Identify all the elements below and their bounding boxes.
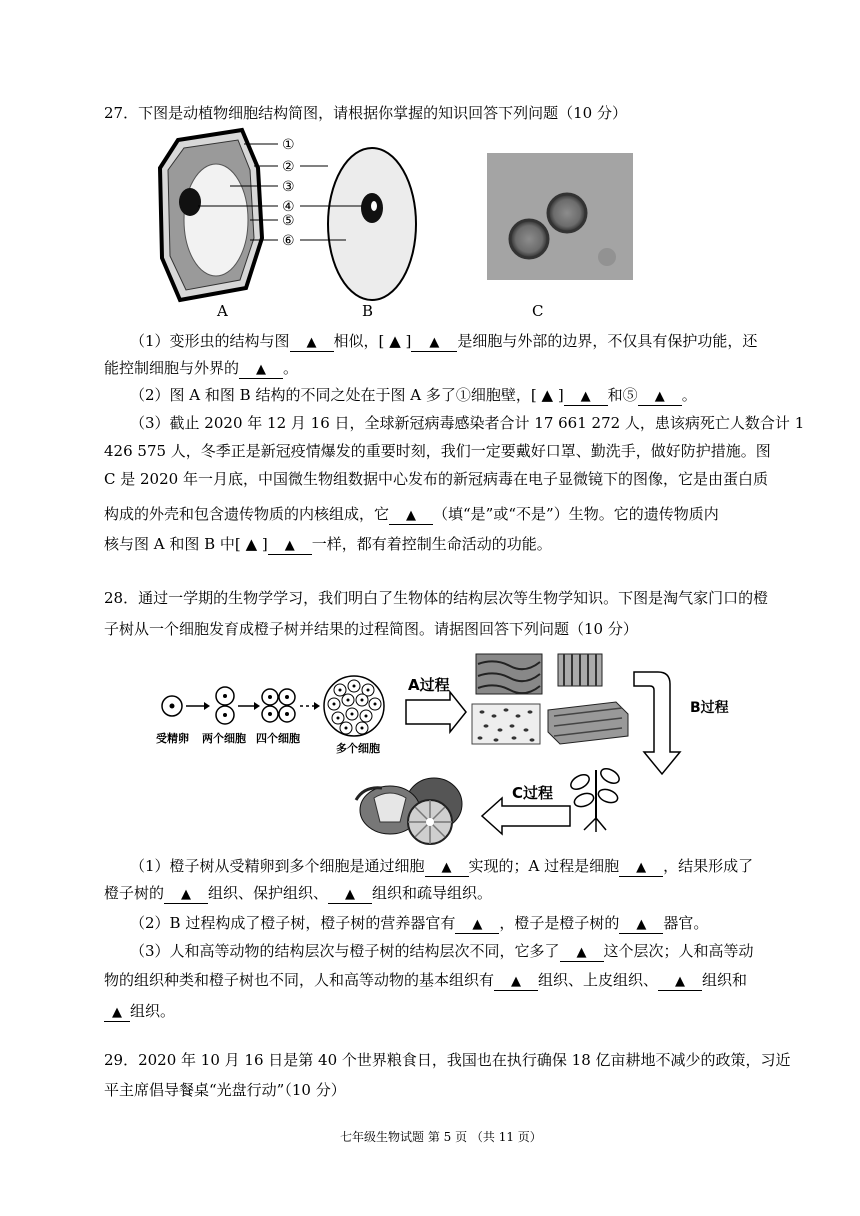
q28-p3-line1: （3）人和高等动物的结构层次与橙子树的结构层次不同，它多了 ▲ 这个层次；人和高等动: [130, 942, 754, 960]
label-process-a: A过程: [408, 676, 450, 694]
q28-p1-line2: 橙子树的 ▲ 组织、保护组织、 ▲ 组织和疏导组织。: [104, 884, 493, 902]
q29-line2: 平主席倡导餐桌“光盘行动”（10 分）: [104, 1081, 346, 1099]
label-3: ③: [282, 179, 295, 195]
label-fertilized-egg: 受精卵: [156, 732, 189, 745]
q28-stem-line1: 28．通过一学期的生物学学习，我们明白了生物体的结构层次等生物学知识。下图是淘气家门口的橙: [104, 589, 769, 607]
q28-p3-line2: 物的组织种类和橙子树也不同，人和高等动物的基本组织有 ▲ 组织、上皮组织、 ▲ 组织和: [104, 971, 748, 989]
label-four-cells: 四个细胞: [256, 732, 300, 745]
q27-p1-line1: （1）变形虫的结构与图 ▲ 相似，[ ▲ ] ▲ 是细胞与外部的边界，不仅具有保护功能，还: [130, 332, 758, 350]
label-5: ⑤: [282, 213, 295, 229]
cell-diagram-ab: [150, 128, 430, 306]
q27-p1-line2: 能控制细胞与外界的 ▲ 。: [104, 359, 299, 377]
label-process-b: B过程: [690, 700, 729, 716]
label-2: ②: [282, 159, 295, 175]
label-process-c: C过程: [512, 784, 554, 802]
q28-stem-line2: 子树从一个细胞发育成橙子树并结果的过程简图。请据图回答下列问题（10 分）: [104, 620, 638, 638]
q28-p3-line3: ▲ 组织。: [104, 1000, 175, 1022]
q28-p2: （2）B 过程构成了橙子树，橙子树的营养器官有 ▲ ，橙子是橙子树的 ▲ 器官。: [130, 914, 709, 932]
virus-micrograph: [487, 153, 633, 280]
page-footer: 七年级生物试题 第 5 页 （共 11 页）: [340, 1130, 542, 1144]
fig-a-label: A: [217, 302, 228, 320]
label-1: ①: [282, 137, 295, 153]
label-many-cells: 多个细胞: [336, 742, 380, 755]
q27-p3-line5: 核与图 A 和图 B 中[ ▲ ] ▲ 一样，都有着控制生命活动的功能。: [104, 535, 552, 553]
development-diagram: [150, 650, 729, 845]
q27-p3-line3: C 是 2020 年一月底，中国微生物组数据中心发布的新冠病毒在电子显微镜下的图像，它是由蛋白质: [104, 470, 768, 488]
label-two-cells: 两个细胞: [202, 732, 246, 745]
q27-p3-line2: 426 575 人，冬季正是新冠疫情爆发的重要时刻，我们一定要戴好口罩、勤洗手，做好防护措施。图: [104, 442, 771, 460]
q27-p3-line4: 构成的外壳和包含遗传物质的内核组成，它 ▲ （填“是”或“不是”）生物。它的遗传物质内: [104, 505, 719, 523]
fig-b-label: B: [362, 302, 374, 320]
q28-p1-line1: （1）橙子树从受精卵到多个细胞是通过细胞 ▲ 实现的；A 过程是细胞 ▲ ，结果形成了: [130, 857, 754, 875]
label-4: ④: [282, 199, 295, 215]
q27-p2: （2）图 A 和图 B 结构的不同之处在于图 A 多了①细胞壁，[ ▲ ] ▲ 和⑤ ▲ 。: [130, 386, 697, 404]
q27-p3-line1: （3）截止 2020 年 12 月 16 日，全球新冠病毒感染者合计 17 661 272 人，患该病死亡人数合计 1: [130, 414, 805, 432]
q27-stem: 27．下图是动植物细胞结构简图，请根据你掌握的知识回答下列问题（10 分）: [104, 104, 627, 122]
fig-c-label: C: [532, 302, 544, 320]
label-6: ⑥: [282, 233, 295, 249]
q29-line1: 29．2020 年 10 月 16 日是第 40 个世界粮食日，我国也在执行确保 18 亿亩耕地不减少的政策，习近: [104, 1051, 791, 1069]
